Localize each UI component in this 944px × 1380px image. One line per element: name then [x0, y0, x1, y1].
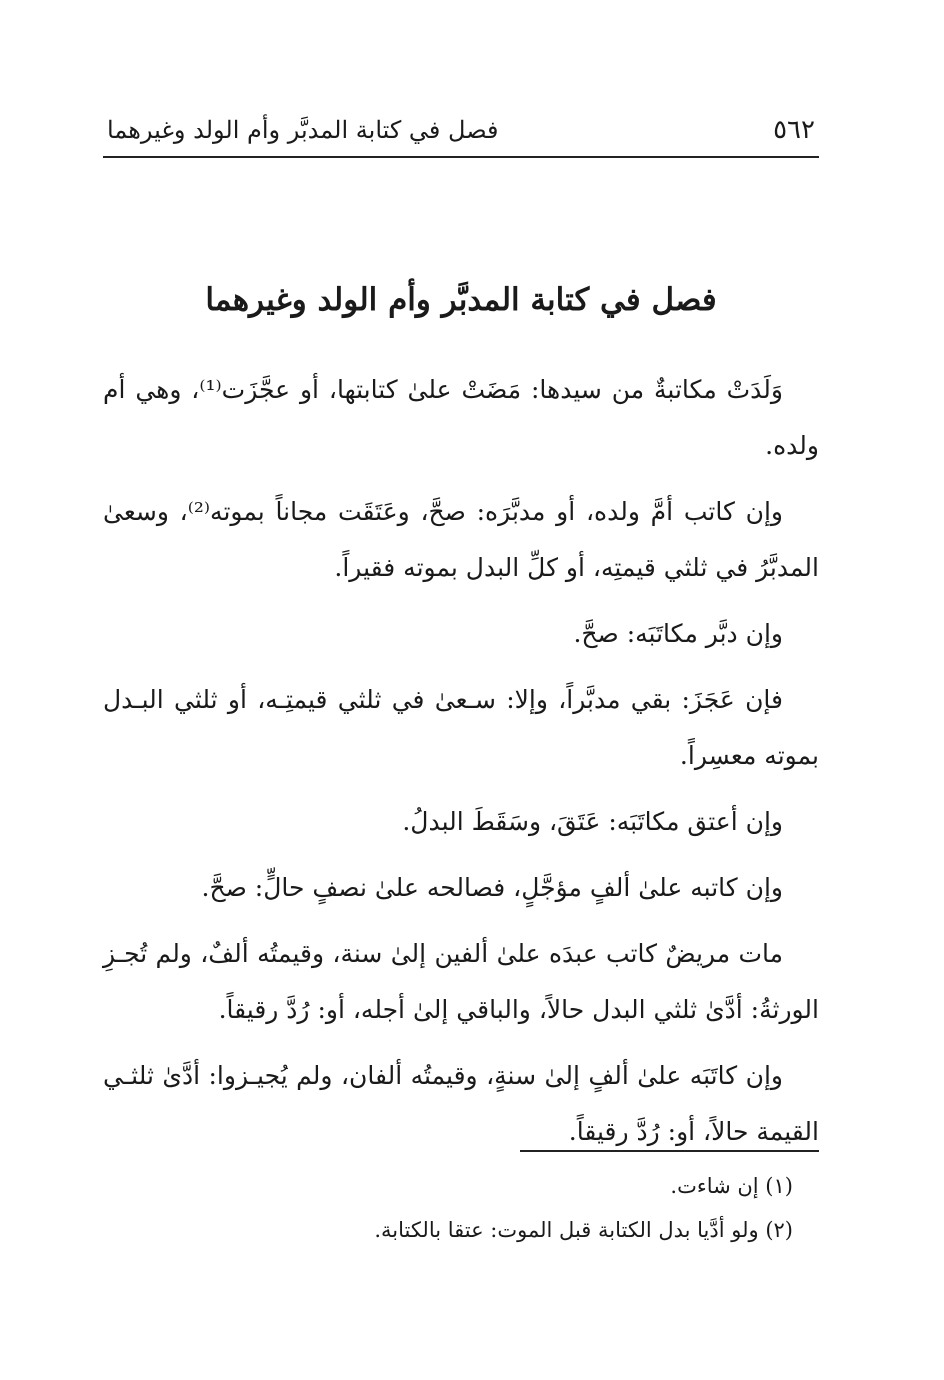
paragraph: مات مريضٌ كاتب عبدَه علىٰ ألفين إلىٰ سنة، وقيمتُه ألفٌ، ولم تُجـزِ الورثةُ: أدَّىٰ ثلثي البدل حالاً، والباقي إلىٰ أجله، أو: رُدَّ رقيقاً.	[103, 939, 819, 1024]
paragraph: وإن كاتبه علىٰ ألفٍ مؤجَّلٍ، فصالحه علىٰ نصفٍ حالٍّ: صحَّ.	[201, 873, 783, 902]
paragraph: وإن دبَّر مكاتَبَه: صحَّ.	[573, 619, 783, 648]
footnotes	[103, 1164, 793, 1252]
footnote: (٢) ولو أدَّيا بدل الكتابة قبل الموت: عتقا بالكتابة.	[374, 1218, 793, 1242]
body-text	[103, 362, 819, 1170]
paragraph: وإن أعتق مكاتَبَه: عَتَقَ، وسَقَطَ البدلُ.	[402, 807, 783, 836]
paragraph: وإن كاتَبَه علىٰ ألفٍ إلىٰ سنةٍ، وقيمتُه ألفان، ولم يُجيـزوا: أدَّىٰ ثلثـي القيمة حالاً، أو: رُدَّ رقيقاً.	[103, 1061, 819, 1146]
paragraph: وإن كاتب أمَّ ولده، أو مدبَّرَه: صحَّ، وعَتَقَت مجاناً بموته⁽²⁾، وسعىٰ المدبَّرُ في ثلثي قيمتِه، أو كلِّ البدل بموته فقيراً.	[103, 497, 819, 582]
section-title: فصل في كتابة المدبَّر وأم الولد وغيرهما	[205, 282, 717, 318]
footnote-divider	[520, 1150, 819, 1152]
paragraph: فإن عَجَزَ: بقي مدبَّراً، وإلا: سـعىٰ في ثلثي قيمتِـه، أو ثلثي البـدل بموته معسِراً.	[103, 685, 819, 770]
running-header	[103, 112, 819, 158]
paragraph: وَلَدَتْ مكاتبةٌ من سيدها: مَضَتْ علىٰ كتابتها، أو عجَّزَت⁽¹⁾، وهي أم ولده.	[103, 375, 819, 460]
running-header-title: فصل في كتابة المدبَّر وأم الولد وغيرهما	[107, 116, 499, 144]
page-number: ٥٦٢	[773, 115, 815, 145]
footnote: (١) إن شاءت.	[670, 1174, 793, 1198]
